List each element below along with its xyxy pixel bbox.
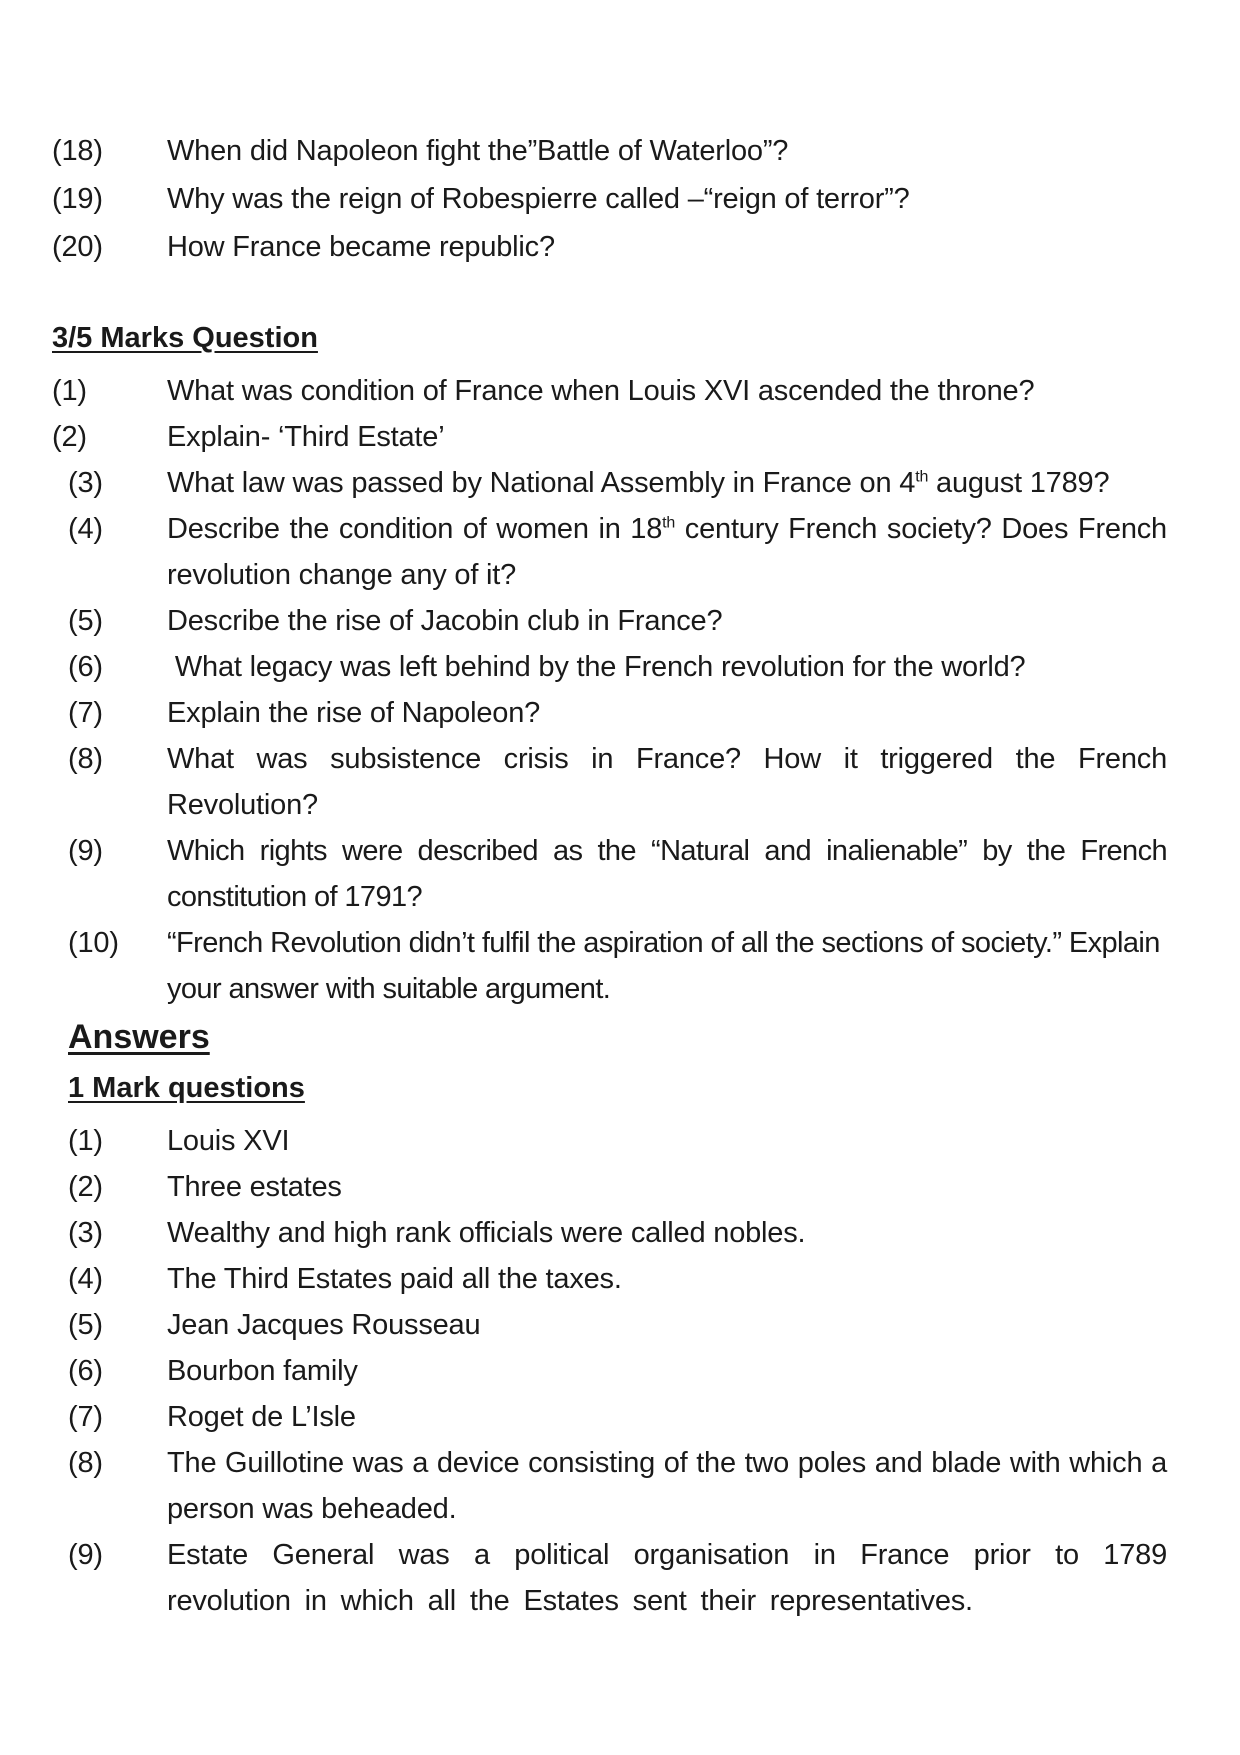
question-number: (4): [68, 513, 103, 545]
question-18: [52, 128, 1172, 174]
answer-5: [52, 1302, 1172, 1348]
marks-question-5: [52, 598, 1172, 644]
question-number: (3): [68, 467, 103, 499]
answers-heading: Answers: [68, 1018, 210, 1056]
section-heading-marks-question: 3/5 Marks Question: [52, 322, 318, 354]
answer-text: Louis XVI: [167, 1125, 290, 1157]
answer-number: (6): [68, 1355, 103, 1387]
question-text: “French Revolution didn’t fulfil the aspiration of all the sections of society.” Explain your answer with suitable argument.: [167, 927, 1160, 1005]
question-text: What law was passed by National Assembly in France on 4th august 1789?: [167, 467, 1110, 499]
question-20: [52, 224, 1172, 270]
superscript: th: [915, 468, 929, 486]
question-text: When did Napoleon fight the”Battle of Waterloo”?: [167, 135, 789, 167]
answer-2: [52, 1164, 1172, 1210]
answer-text: Three estates: [167, 1171, 342, 1203]
question-number: (1): [52, 375, 87, 407]
answer-text: Estate General was a political organisation in France prior to 1789 revolution in which all the Estates sent their representatives.: [167, 1539, 1167, 1617]
question-text: Describe the rise of Jacobin club in France?: [167, 605, 723, 637]
answer-number: (4): [68, 1263, 103, 1295]
question-text: Explain the rise of Napoleon?: [167, 697, 541, 729]
marks-question-9: [52, 828, 1172, 920]
marks-question-8: [52, 736, 1172, 828]
answer-6: [52, 1348, 1172, 1394]
question-text: Describe the condition of women in 18th century French society? Does French revolution change any of it?: [167, 513, 1167, 591]
answer-number: (5): [68, 1309, 103, 1341]
answer-text: Roget de L’Isle: [167, 1401, 356, 1433]
one-mark-heading: 1 Mark questions: [68, 1072, 305, 1104]
question-text: What legacy was left behind by the French revolution for the world?: [167, 651, 1026, 683]
question-text: Explain- ‘Third Estate’: [167, 421, 445, 453]
marks-question-6: [52, 644, 1172, 690]
answer-number: (2): [68, 1171, 103, 1203]
answer-text: The Third Estates paid all the taxes.: [167, 1263, 622, 1295]
answer-8: [52, 1440, 1172, 1532]
answer-3: [52, 1210, 1172, 1256]
question-number: (6): [68, 651, 103, 683]
question-number: (5): [68, 605, 103, 637]
marks-question-1: [52, 368, 1172, 414]
answer-4: [52, 1256, 1172, 1302]
question-number: (18): [52, 135, 103, 167]
answer-text: Jean Jacques Rousseau: [167, 1309, 481, 1341]
question-text: What was subsistence crisis in France? How it triggered the French Revolution?: [167, 743, 1167, 821]
answer-text: The Guillotine was a device consisting of the two poles and blade with which a person was beheaded.: [167, 1447, 1167, 1525]
question-number: (10): [68, 927, 119, 959]
question-number: (8): [68, 743, 103, 775]
marks-question-4: [52, 506, 1172, 598]
question-number: (20): [52, 231, 103, 263]
answer-number: (3): [68, 1217, 103, 1249]
question-number: (7): [68, 697, 103, 729]
superscript: th: [662, 514, 676, 532]
marks-question-7: [52, 690, 1172, 736]
question-text: Why was the reign of Robespierre called –“reign of terror”?: [167, 183, 910, 215]
answer-text: Wealthy and high rank officials were called nobles.: [167, 1217, 806, 1249]
question-text: What was condition of France when Louis XVI ascended the throne?: [167, 375, 1035, 407]
answer-number: (7): [68, 1401, 103, 1433]
question-number: (9): [68, 835, 103, 867]
answer-number: (8): [68, 1447, 103, 1479]
marks-question-10: [52, 920, 1172, 1012]
question-number: (2): [52, 421, 87, 453]
marks-question-3: [52, 460, 1172, 506]
answer-number: (9): [68, 1539, 103, 1571]
answer-number: (1): [68, 1125, 103, 1157]
answer-9: [52, 1532, 1172, 1624]
answer-text: Bourbon family: [167, 1355, 358, 1387]
marks-question-2: [52, 414, 1172, 460]
question-text: How France became republic?: [167, 231, 555, 263]
question-19: [52, 176, 1172, 222]
question-number: (19): [52, 183, 103, 215]
answer-7: [52, 1394, 1172, 1440]
question-text: Which rights were described as the “Natural and inalienable” by the French constitution of 1791?: [167, 835, 1167, 913]
answer-1: [52, 1118, 1172, 1164]
